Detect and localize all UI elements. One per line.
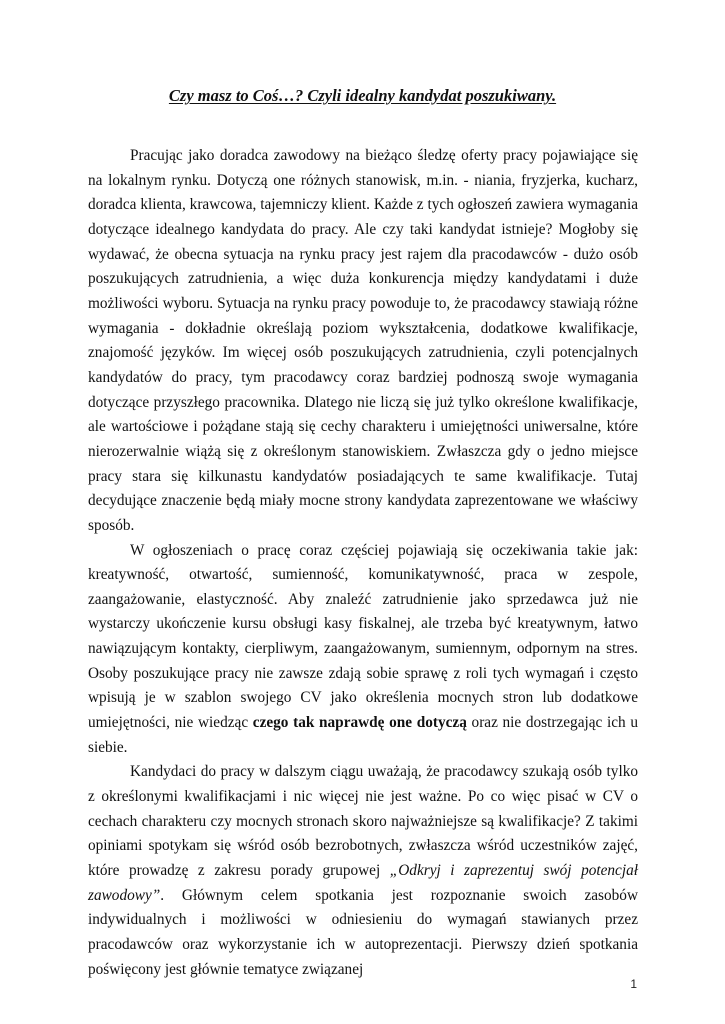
paragraph-3-text-start: Kandydaci do pracy w dalszym ciągu uważają, że pracodawcy szukają osób tylko z określonymi kwalifikacjami i nic więcej nie jest ważne. Po co więc pisać w CV o cechach charakteru czy mocnych stronach skoro najważniejsze są kwalifikacje? Z takimi opiniami spotykam się wśród osób bezrobotnych, zwłaszcza wśród uczestników zajęć, które prowadzę z zakresu porady grupowej	[88, 763, 638, 880]
paragraph-3-workshop-title: „Odkryj i zaprezentuj swój potencjał zawodowy”	[88, 862, 638, 904]
page-number: 1	[630, 977, 637, 991]
paragraph-2-bold-phrase: czego tak naprawdę one dotyczą	[252, 714, 467, 732]
document-body	[88, 144, 638, 982]
document-title: Czy masz to Coś…? Czyli idealny kandydat poszukiwany.	[168, 86, 557, 105]
paragraph-1: Pracując jako doradca zawodowy na bieżąco śledzę oferty pracy pojawiające się na lokalnym rynku. Dotyczą one różnych stanowisk, m.in. - niania, fryzjerka, kucharz, doradca klienta, krawcowa, tajemniczy klient. Każde z tych ogłoszeń zawiera wymagania dotyczące idealnego kandydata do pracy. Ale czy taki kandydat istnieje? Mogłoby się wydawać, że obecna sytuacja na rynku pracy jest rajem dla pracodawców - dużo osób poszukujących zatrudnienia, a więc duża konkurencja między kandydatami i duże możliwości wyboru. Sytuacja na rynku pracy powoduje to, że pracodawcy stawiają różne wymagania - dokładnie określają poziom wykształcenia, dodatkowe kwalifikacje, znajomość języków. Im więcej osób poszukujących zatrudnienia, czyli potencjalnych kandydatów do pracy, tym pracodawcy coraz bardziej podnoszą swoje wymagania dotyczące przyszłego pracownika. Dlatego nie liczą się już tylko określone kwalifikacje, ale wartościowe i pożądane stają się cechy charakteru i umiejętności uniwersalne, które nierozerwalnie wiążą się z określonym stanowiskiem. Zwłaszcza gdy o jedno miejsce pracy stara się kilkunastu kandydatów posiadających te same kwalifikacje. Tutaj decydujące znaczenie będą miały mocne strony kandydata zaprezentowane we właściwy sposób.	[88, 147, 638, 534]
paragraph-2-text-end: oraz nie dostrzegając ich u siebie.	[88, 714, 638, 756]
paragraph-2	[88, 539, 638, 761]
paragraph-2-text-start: W ogłoszeniach o pracę coraz częściej pojawiają się oczekiwania takie jak: kreatywność, otwartość, sumienność, komunikatywność, praca w zespole, zaangażowanie, elastyczność. Aby znaleźć zatrudnienie jako sprzedawca już nie wystarczy ukończenie kursu obsługi kasy fiskalnej, ale trzeba być kreatywnym, łatwo nawiązującym kontakty, cierpliwym, zaangażowanym, sumiennym, odpornym na stres. Osoby poszukujące pracy nie zawsze zdają sobie sprawę z roli tych wymagań i często wpisują je w szablon swojego CV jako określenia mocnych stron lub dodatkowe umiejętności, nie wiedząc	[88, 541, 638, 732]
paragraph-3-text-end: . Głównym celem spotkania jest rozpoznanie swoich zasobów indywidualnych i możliwości w odniesieniu do wymagań stawianych przez pracodawców oraz wykorzystanie ich w autoprezentacji. Pierwszy dzień spotkania poświęcony jest głównie tematyce związanej	[88, 886, 638, 978]
paragraph-3	[88, 760, 638, 982]
